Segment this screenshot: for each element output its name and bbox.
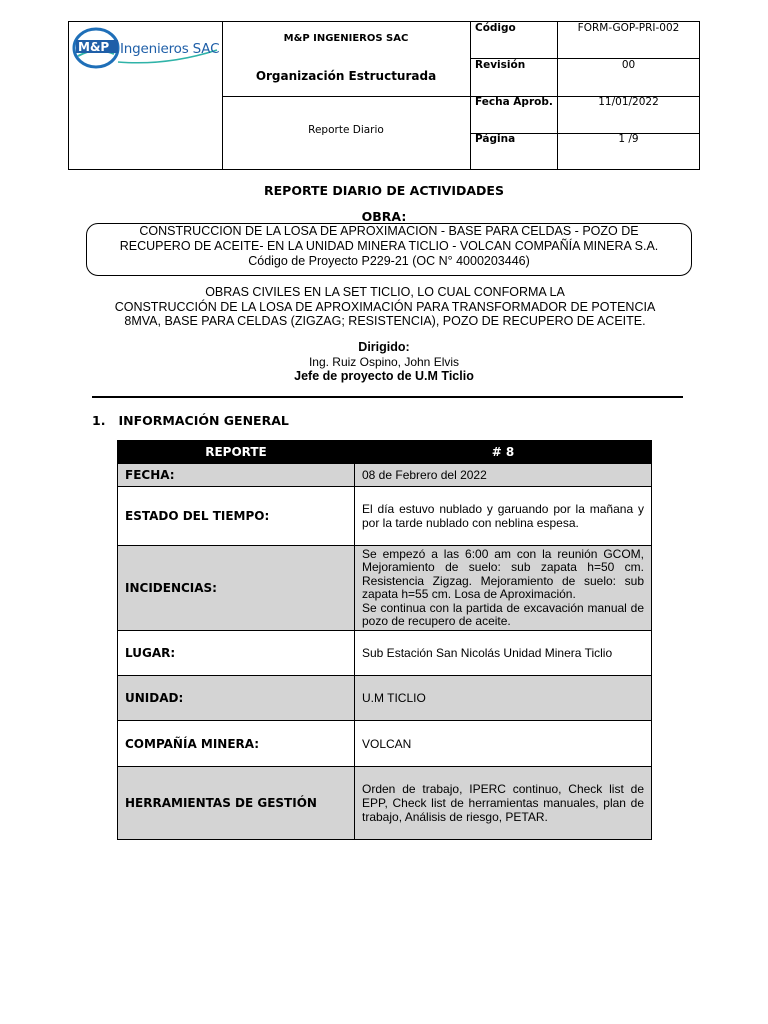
pagina-value: 1 /9 — [618, 133, 639, 145]
dirigido-label: Dirigido: — [358, 340, 410, 354]
obra-label: OBRA: — [361, 209, 407, 224]
civil-line-2: CONSTRUCCIÓN DE LA LOSA DE APROXIMACIÓN PARA TRANSFORMADOR DE POTENCIA — [114, 299, 656, 314]
row-label-estado-tiempo: ESTADO DEL TIEMPO: — [118, 487, 355, 546]
report-title: REPORTE DIARIO DE ACTIVIDADES — [264, 183, 504, 198]
row-value-fecha: 08 de Febrero del 2022 — [355, 464, 652, 487]
table-row — [118, 676, 652, 721]
table-row — [118, 487, 652, 546]
row-value-incidencias — [355, 546, 652, 631]
row-label-herramientas: HERRAMIENTAS DE GESTIÓN — [118, 767, 355, 840]
row-label-incidencias: INCIDENCIAS: — [118, 546, 355, 631]
incidencias-text-1: Se empezó a las 6:00 am con la reunión GCOM, Mejoramiento de suelo: sub zapata h=50 cm. Resistencia Zigzag. Mejoramiento de suelo: sub zapata h=55 cm. Losa de Aproximación. — [362, 546, 644, 601]
fecha-aprob-label: Fecha Aprob. — [475, 96, 553, 108]
codigo-value: FORM-GOP-PRI-002 — [577, 22, 680, 34]
row-value-unidad: U.M TICLIO — [355, 676, 652, 721]
section-title: 1. INFORMACIÓN GENERAL — [92, 413, 289, 428]
table-row — [118, 767, 652, 840]
row-label-fecha: FECHA: — [118, 464, 355, 487]
company-name: M&P INGENIEROS SAC — [283, 33, 409, 44]
table-header-row — [118, 441, 652, 464]
dirigido-role: Jefe de proyecto de U.M Ticlio — [294, 369, 474, 383]
general-info-table — [117, 440, 652, 840]
row-value-compania-minera: VOLCAN — [355, 721, 652, 767]
row-label-unidad: UNIDAD: — [118, 676, 355, 721]
obra-line-1: CONSTRUCCION DE LA LOSA DE APROXIMACION - BASE PARA CELDAS - POZO DE — [139, 224, 639, 238]
civil-works-description — [90, 285, 680, 329]
header-reporte: REPORTE — [118, 441, 355, 464]
obra-line-2: RECUPERO DE ACEITE- EN LA UNIDAD MINERA TICLIO - VOLCAN COMPAÑÍA MINERA S.A. — [119, 239, 659, 253]
obra-description — [86, 224, 692, 269]
form-title: Reporte Diario — [308, 124, 384, 136]
dirigido-name: Ing. Ruiz Ospino, John Elvis — [308, 355, 460, 369]
row-value-estado-tiempo: El día estuvo nublado y garuando por la mañana y por la tarde nublado con neblina espesa. — [355, 487, 652, 546]
header-report-number: # 8 — [355, 441, 652, 464]
row-value-herramientas: Orden de trabajo, IPERC continuo, Check list de EPP, Check list de herramientas manuales, plan de trabajo, Análisis de riesgo, PETAR. — [355, 767, 652, 840]
table-row — [118, 464, 652, 487]
row-label-compania-minera: COMPAÑÍA MINERA: — [118, 721, 355, 767]
company-logo — [72, 26, 222, 70]
revision-value: 00 — [621, 59, 636, 71]
civil-line-3: 8MVA, BASE PARA CELDAS (ZIGZAG; RESISTENCIA), POZO DE RECUPERO DE ACEITE. — [124, 314, 646, 328]
document-header — [68, 21, 700, 170]
obra-project-code: Código de Proyecto P229-21 (OC N° 4000203446) — [248, 254, 530, 268]
table-row — [118, 721, 652, 767]
incidencias-text-2: Se continua con la partida de excavación manual de pozo de recupero de aceite. — [362, 600, 644, 628]
civil-line-1: OBRAS CIVILES EN LA SET TICLIO, LO CUAL CONFORMA LA — [205, 285, 565, 299]
row-label-lugar: LUGAR: — [118, 631, 355, 676]
revision-label: Revisión — [475, 59, 526, 71]
pagina-label: Página — [475, 133, 516, 145]
codigo-label: Código — [475, 22, 516, 34]
logo-text: Ingenieros SAC — [120, 41, 220, 57]
row-value-lugar: Sub Estación San Nicolás Unidad Minera Ticlio — [355, 631, 652, 676]
table-row — [118, 546, 652, 631]
divider — [92, 396, 683, 398]
logo-mark: M&P — [78, 40, 110, 54]
table-row — [118, 631, 652, 676]
fecha-aprob-value: 11/01/2022 — [598, 96, 659, 108]
department-name: Organización Estructurada — [255, 69, 437, 83]
